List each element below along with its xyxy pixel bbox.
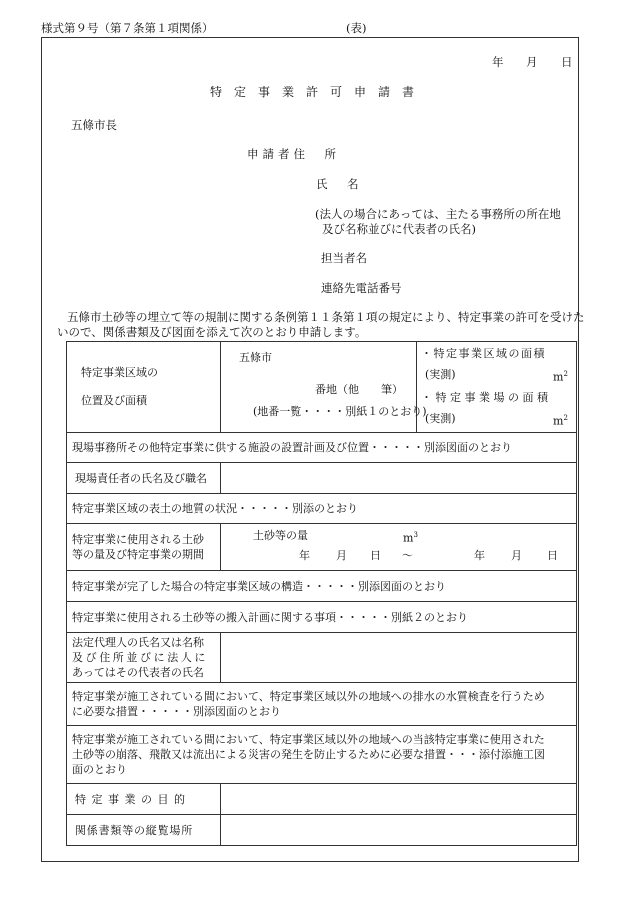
manager-label: 現場責任者の氏名及び職名 xyxy=(67,463,221,494)
area-label: ・特定事業区域の面積 xyxy=(421,347,546,360)
period-end-month: 月 xyxy=(511,549,522,562)
table-row xyxy=(67,524,577,571)
table-row xyxy=(67,602,577,633)
agent-label-line1: 法定代理人の氏名又は名称 xyxy=(72,636,204,649)
corp-note-line1: (法人の場合にあっては、主たる事務所の所在地 xyxy=(315,207,561,221)
addressee: 五條市長 xyxy=(71,118,117,132)
table-row xyxy=(67,463,577,494)
disaster-line3: 面のとおり xyxy=(72,763,127,776)
location-banchi: 番地（他 筆） xyxy=(315,383,403,396)
intro-line2: いので、関係書類及び図面を添えて次のとおり申請します。 xyxy=(57,325,367,339)
soil-cell[interactable]: 特定事業区域の表土の地質の状況・・・・・別添のとおり xyxy=(67,494,577,524)
site-area-label: ・特定事業場の面積 xyxy=(421,391,552,404)
date-day: 日 xyxy=(561,55,573,69)
page-title: 特定事業許可申請書 xyxy=(210,85,427,99)
location-lot-list: (地番一覧・・・・別紙１のとおり) xyxy=(253,405,427,418)
period-start-year: 年 xyxy=(299,549,310,562)
table-row xyxy=(67,342,577,433)
period-end-day: 日 xyxy=(547,549,558,562)
area-cell[interactable] xyxy=(417,342,577,433)
table-row xyxy=(67,784,577,815)
agent-label-line2: 及び住所並びに法人に xyxy=(72,651,208,664)
viewing-value-cell[interactable] xyxy=(221,815,577,846)
intro-line1: 五條市土砂等の埋立て等の規制に関する条例第１１条第１項の規定により、特定事業の許可を受けた xyxy=(67,310,585,324)
front-side-label: (表) xyxy=(346,21,367,35)
volume-unit: $m^3$ xyxy=(403,531,418,545)
purpose-value-cell[interactable] xyxy=(221,784,577,815)
location-label-line2: 位置及び面積 xyxy=(81,394,147,407)
contact-person-label: 担当者名 xyxy=(321,251,367,265)
water-cell[interactable] xyxy=(67,683,577,726)
facility-cell[interactable]: 現場事務所その他特定事業に供する施設の設置計画及び位置・・・・・別添図面のとおり xyxy=(67,433,577,463)
volume-label-line1: 特定事業に使用される土砂 xyxy=(72,533,204,546)
volume-detail-cell[interactable] xyxy=(221,524,577,571)
date-month: 月 xyxy=(526,55,538,69)
purpose-label: 特定事業の目的 xyxy=(67,784,221,815)
volume-label-line2: 等の量及び特定事業の期間 xyxy=(72,548,204,561)
disaster-line1: 特定事業が施工されている間において、特定事業区域以外の地域への当該特定事業に使用された xyxy=(72,733,545,746)
volume-amount-label: 土砂等の量 xyxy=(253,529,308,542)
table-row xyxy=(67,571,577,602)
disaster-cell[interactable] xyxy=(67,726,577,784)
table-row xyxy=(67,494,577,524)
table-row xyxy=(67,633,577,683)
period-tilde: ～ xyxy=(402,549,413,562)
period-end-year: 年 xyxy=(474,549,485,562)
table-row xyxy=(67,726,577,784)
table-row xyxy=(67,815,577,846)
location-label-cell xyxy=(67,342,221,433)
water-line1: 特定事業が施工されている間において、特定事業区域以外の地域への排水の水質検査を行うため xyxy=(72,690,545,703)
applicant-address-label: 申請者住 所 xyxy=(247,147,340,161)
agent-label-line3: あってはその代表者の氏名 xyxy=(72,666,204,679)
period-start-day: 日 xyxy=(370,549,381,562)
structure-cell[interactable]: 特定事業が完了した場合の特定事業区域の構造・・・・・別添図面のとおり xyxy=(67,571,577,602)
viewing-label: 関係書類等の縦覧場所 xyxy=(67,815,221,846)
volume-label-cell xyxy=(67,524,221,571)
application-table xyxy=(66,341,577,846)
agent-value-cell[interactable] xyxy=(221,633,577,683)
area-unit-2: $m^2$ xyxy=(553,414,568,428)
disaster-line2: 土砂等の崩落、飛散又は流出による災害の発生を防止するために必要な措置・・・添付添施工図 xyxy=(72,748,545,761)
water-line2: に必要な措置・・・・・別添図面のとおり xyxy=(72,705,281,718)
applicant-name-label: 氏 名 xyxy=(316,177,363,191)
date-year: 年 xyxy=(492,55,504,69)
import-cell[interactable]: 特定事業に使用される土砂等の搬入計画に関する事項・・・・・別紙２のとおり xyxy=(67,602,577,633)
period-start-month: 月 xyxy=(336,549,347,562)
agent-label-cell xyxy=(67,633,221,683)
area-measured-2: (実測) xyxy=(425,412,456,425)
table-row xyxy=(67,433,577,463)
area-unit-1: $m^2$ xyxy=(553,370,568,384)
table-row xyxy=(67,683,577,726)
location-detail-cell[interactable] xyxy=(221,342,427,433)
manager-value-cell[interactable] xyxy=(221,463,577,494)
phone-label: 連絡先電話番号 xyxy=(321,281,402,295)
corp-note-line2: 及び名称並びに代表者の氏名) xyxy=(322,222,476,236)
location-label-line1: 特定事業区域の xyxy=(81,366,158,379)
location-city: 五條市 xyxy=(239,351,272,364)
area-measured-1: (実測) xyxy=(425,368,456,381)
form-number: 様式第９号（第７条第１項関係） xyxy=(41,21,214,35)
